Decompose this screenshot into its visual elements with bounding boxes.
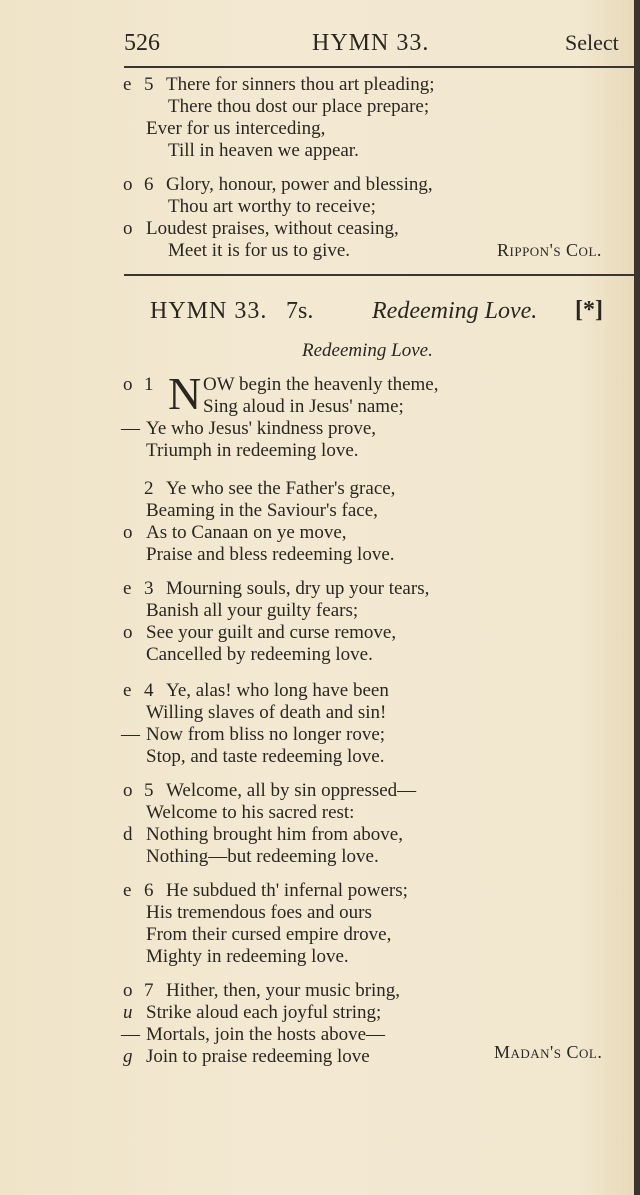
verse-text: Now from bliss no longer rove; <box>146 724 386 745</box>
stanza-number: 4 <box>144 680 154 701</box>
verse-text: There for sinners thou art pleading; <box>166 74 435 95</box>
hymn-title: HYMN 33. <box>150 298 268 324</box>
verse-text: Banish all your guilty fears; <box>146 600 359 621</box>
dynamic-mark: e <box>123 74 132 95</box>
verse-text: Thou art worthy to receive; <box>168 196 376 217</box>
verse-text: Ye who see the Father's grace, <box>166 478 396 499</box>
dynamic-mark: — <box>121 418 140 439</box>
verse-text: Cancelled by redeeming love. <box>146 644 373 665</box>
dynamic-mark: o <box>123 622 133 643</box>
dynamic-mark: e <box>123 578 132 599</box>
verse-text: Loudest praises, without ceasing, <box>146 218 399 239</box>
running-title: HYMN 33. <box>312 30 430 56</box>
verse-text: Join to praise redeeming love <box>146 1046 370 1067</box>
hymn-subject: Redeeming Love. <box>372 298 538 324</box>
verse-text: Nothing brought him from above, <box>146 824 403 845</box>
stanza-number: 5 <box>144 74 154 95</box>
page-edge <box>634 0 640 1195</box>
dynamic-mark: o <box>123 218 133 239</box>
dynamic-mark: o <box>123 522 133 543</box>
dynamic-mark: — <box>121 724 140 745</box>
verse-text: Glory, honour, power and blessing, <box>166 174 433 195</box>
verse-text: Praise and bless redeeming love. <box>146 544 395 565</box>
verse-text: Stop, and taste redeeming love. <box>146 746 385 767</box>
verse-text: Welcome to his sacred rest: <box>146 802 355 823</box>
hymn-mark: [*] <box>575 297 603 323</box>
verse-text: Mourning souls, dry up your tears, <box>166 578 430 599</box>
dynamic-mark: u <box>123 1002 133 1023</box>
verse-text: Strike aloud each joyful string; <box>146 1002 382 1023</box>
header-rule <box>124 66 636 68</box>
verse-text: Sing aloud in Jesus' name; <box>203 396 404 417</box>
stanza-number: 6 <box>144 880 154 901</box>
running-head: Select <box>565 30 619 55</box>
stanza-number: 5 <box>144 780 154 801</box>
verse-text: There thou dost our place prepare; <box>168 96 430 117</box>
madan-attribution: Madan's Col. <box>494 1042 603 1062</box>
verse-text: Mighty in redeeming love. <box>146 946 349 967</box>
verse-text: Till in heaven we appear. <box>168 140 359 161</box>
verse-text: Nothing—but redeeming love. <box>146 846 379 867</box>
stanza-number: 6 <box>144 174 154 195</box>
verse-text: OW begin the heavenly theme, <box>203 374 439 395</box>
stanza-number: 1 <box>144 374 154 395</box>
dynamic-mark: o <box>123 980 133 1001</box>
verse-text: Ye who Jesus' kindness prove, <box>146 418 377 439</box>
dynamic-mark: d <box>123 824 133 845</box>
verse-text: Welcome, all by sin oppressed— <box>166 780 417 801</box>
dynamic-mark: g <box>123 1046 133 1067</box>
verse-text: Mortals, join the hosts above— <box>146 1024 386 1045</box>
verse-text: He subdued th' infernal powers; <box>166 880 408 901</box>
section-rule <box>124 274 636 276</box>
dynamic-mark: o <box>123 174 133 195</box>
drop-cap: N <box>168 368 202 419</box>
verse-text: Meet it is for us to give. <box>168 240 351 261</box>
dynamic-mark: — <box>121 1024 140 1045</box>
stanza-number: 7 <box>144 980 154 1001</box>
verse-text: Beaming in the Saviour's face, <box>146 500 378 521</box>
hymn-meter: 7s. <box>286 298 314 324</box>
verse-text: Triumph in redeeming love. <box>146 440 359 461</box>
verse-text: Ever for us interceding, <box>146 118 326 139</box>
verse-text: Ye, alas! who long have been <box>166 680 389 701</box>
verse-text: From their cursed empire drove, <box>146 924 392 945</box>
hymn-subheading: Redeeming Love. <box>302 340 433 361</box>
verse-text: As to Canaan on ye move, <box>146 522 347 543</box>
dynamic-mark: e <box>123 880 132 901</box>
stanza-number: 3 <box>144 578 154 599</box>
stanza-number: 2 <box>144 478 154 499</box>
page-number: 526 <box>124 30 160 56</box>
dynamic-mark: o <box>123 374 133 395</box>
verse-text: See your guilt and curse remove, <box>146 622 397 643</box>
verse-text: Hither, then, your music bring, <box>166 980 401 1001</box>
rippon-attribution: Rippon's Col. <box>497 240 602 260</box>
dynamic-mark: o <box>123 780 133 801</box>
dynamic-mark: e <box>123 680 132 701</box>
verse-text: Willing slaves of death and sin! <box>146 702 387 723</box>
verse-text: His tremendous foes and ours <box>146 902 372 923</box>
